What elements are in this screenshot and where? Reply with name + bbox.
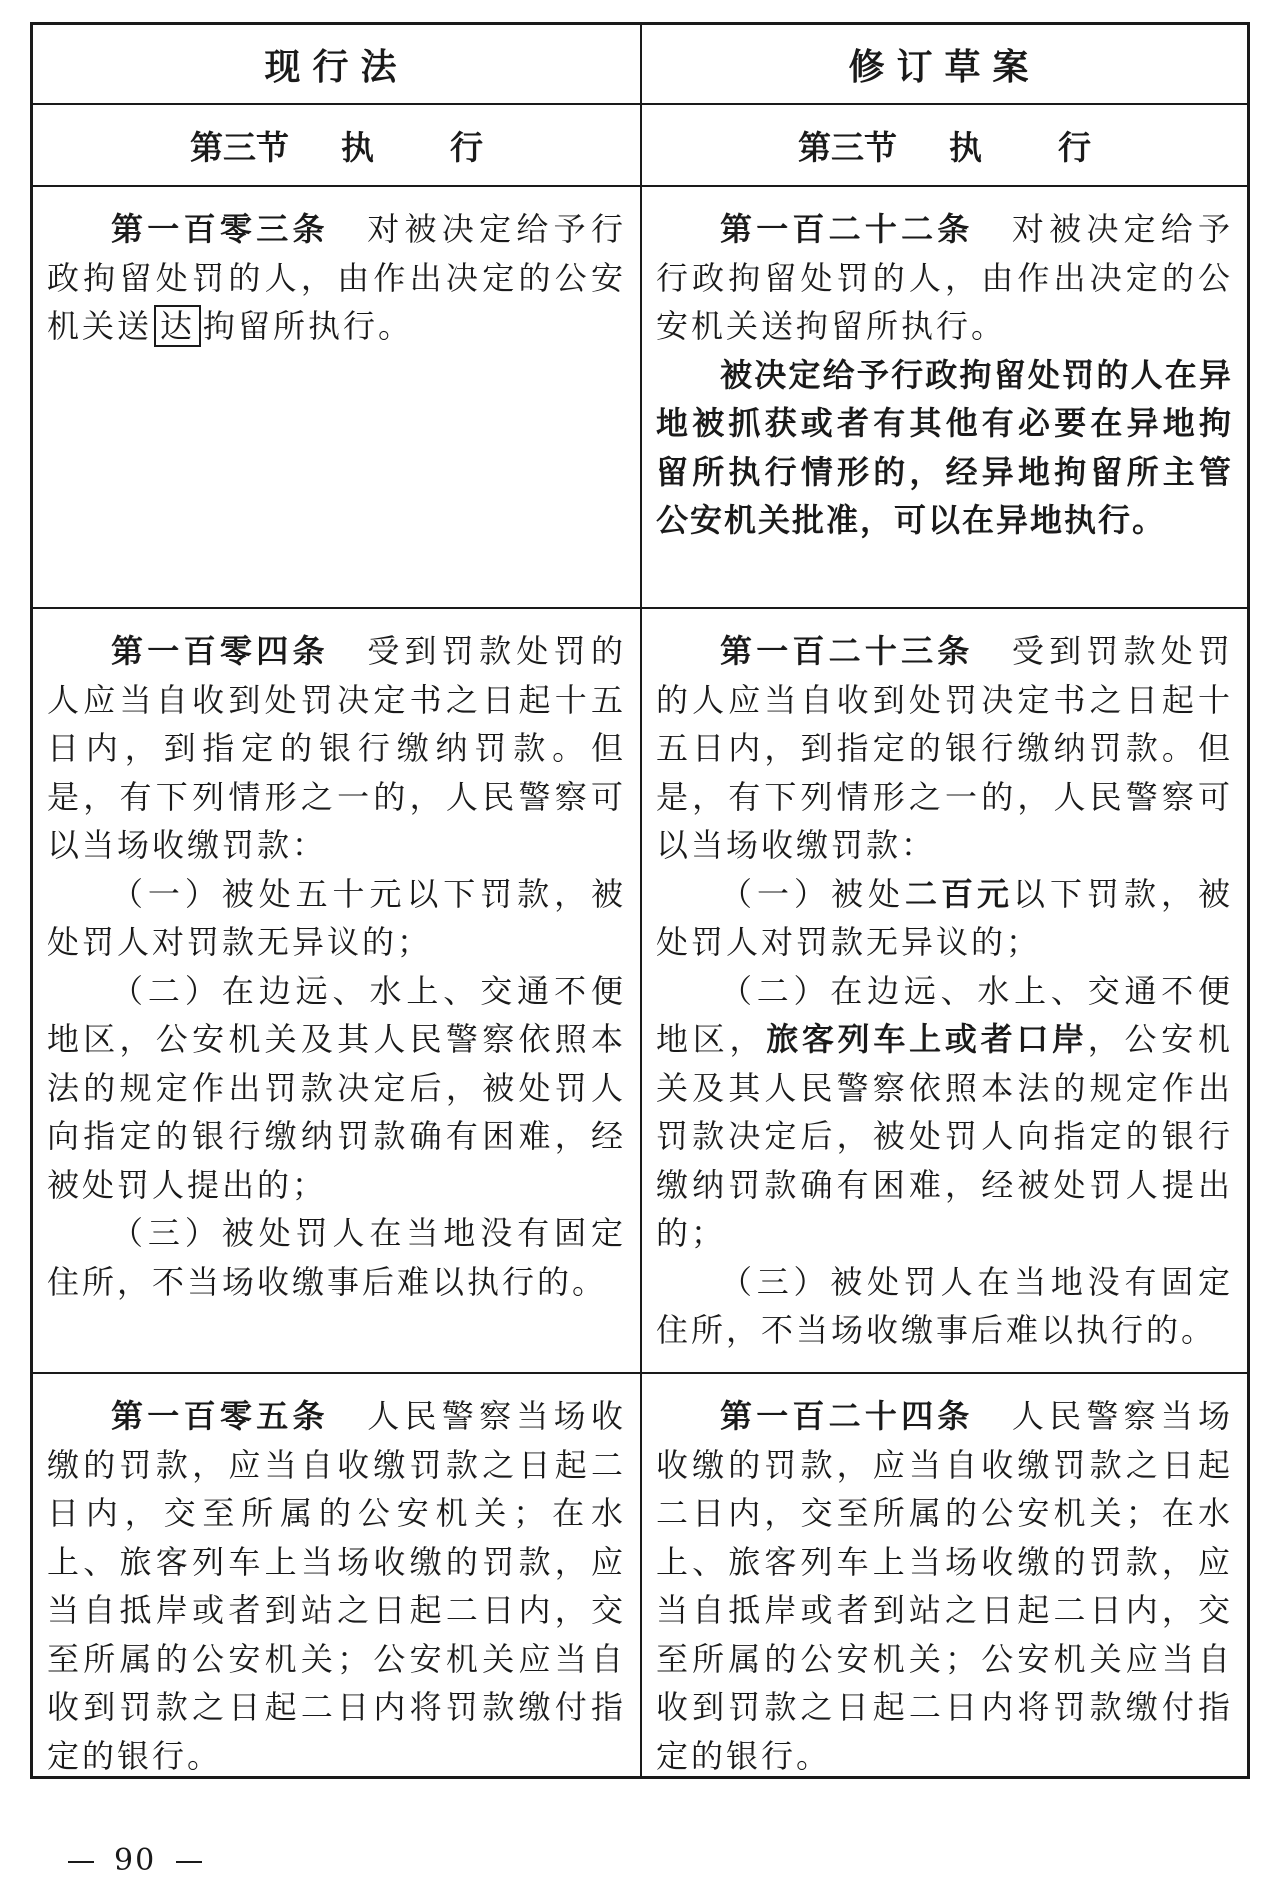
section-word: 执: [341, 127, 374, 167]
section-row: [33, 103, 1247, 185]
amended-text: 二百元: [904, 874, 1013, 913]
header-row: [33, 25, 1247, 103]
comparison-table: [30, 22, 1250, 1779]
article-title: 第一百二十三条: [720, 632, 974, 670]
revision-draft-cell: [640, 187, 1247, 607]
article-row: [33, 607, 1247, 1372]
article-paragraph: 第一百零三条 对被决定给予行政拘留处罚的人，由作出决定的公安机关送 达 拘留所执行。: [47, 210, 626, 345]
section-title-left: [33, 105, 640, 185]
article-title: 第一百零四条: [111, 632, 329, 670]
current-law-cell: [33, 187, 640, 607]
article-paragraph: 第一百零四条 受到罚款处罚的人应当自收到处罚决定书之日起十五日内，到指定的银行缴纳罚款。但是，有下列情形之一的，人民警察可以当场收缴罚款：: [47, 632, 626, 864]
article-paragraph: 第一百零五条 人民警察当场收缴的罚款，应当自收缴罚款之日起二日内，交至所属的公安机关；在水上、旅客列车上当场收缴的罚款，应当自抵岸或者到站之日起二日内，交至所属的公安机关；公安机关应当自收到罚款之日起二日内将罚款缴付指定的银行。: [47, 1397, 626, 1775]
amended-text: 旅客列车上或者口岸: [766, 1020, 1088, 1058]
article-row: [33, 1372, 1247, 1776]
current-law-cell: [33, 1374, 640, 1776]
added-paragraph: 被决定给予行政拘留处罚的人在异地被抓获或者有其他有必要在异地拘留所执行情形的，经异地拘留所主管公安机关批准，可以在异地执行。: [656, 355, 1233, 539]
article-paragraph: 第一百二十二条 对被决定给予行政拘留处罚的人，由作出决定的公安机关送拘留所执行。: [656, 210, 1233, 345]
section-word: 执: [949, 127, 982, 167]
article-item: （三）被处罚人在当地没有固定住所，不当场收缴事后难以执行的。: [656, 1262, 1233, 1349]
article-row: [33, 185, 1247, 607]
footer-dash: [68, 1861, 94, 1863]
boxed-character: 达: [154, 305, 201, 347]
article-title: 第一百二十二条: [720, 210, 974, 248]
current-law-cell: [33, 609, 640, 1372]
article-title: 第一百二十四条: [720, 1397, 974, 1435]
revision-draft-cell: [640, 1374, 1247, 1776]
article-paragraph: 第一百二十四条 人民警察当场收缴的罚款，应当自收缴罚款之日起二日内，交至所属的公安机关；在水上、旅客列车上当场收缴的罚款，应当自抵岸或者到站之日起二日内，交至所属的公安机关；公安机关应当自收到罚款之日起二日内将罚款缴付指定的银行。: [656, 1397, 1233, 1775]
page-footer: [48, 1843, 222, 1878]
revision-draft-cell: [640, 609, 1247, 1372]
page-number: 90: [114, 1843, 157, 1878]
section-title-right: [640, 105, 1247, 185]
header-current-law: 现行法: [264, 46, 409, 88]
section-number: 第三节: [798, 127, 897, 167]
section-number: 第三节: [190, 127, 289, 167]
article-item: （二）在边远、水上、交通不便地区，公安机关及其人民警察依照本法的规定作出罚款决定后，被处罚人向指定的银行缴纳罚款确有困难，经被处罚人提出的；: [47, 971, 626, 1204]
article-title: 第一百零五条: [111, 1397, 329, 1435]
article-paragraph: 第一百二十三条 受到罚款处罚的人应当自收到处罚决定书之日起十五日内，到指定的银行缴纳罚款。但是，有下列情形之一的，人民警察可以当场收缴罚款：: [656, 632, 1233, 864]
footer-dash: [176, 1861, 202, 1863]
article-item: （一）被处二百元以下罚款，被处罚人对罚款无异议的；: [656, 874, 1233, 961]
header-revision-draft: 修订草案: [640, 25, 1247, 103]
section-word: 行: [1058, 127, 1091, 167]
section-word: 行: [450, 127, 483, 167]
article-item: （一）被处五十元以下罚款，被处罚人对罚款无异议的；: [47, 874, 626, 961]
article-title: 第一百零三条: [111, 210, 329, 248]
article-item: （二）在边远、水上、交通不便地区，旅客列车上或者口岸，公安机关及其人民警察依照本法的规定作出罚款决定后，被处罚人向指定的银行缴纳罚款确有困难，经被处罚人提出的；: [656, 971, 1233, 1252]
article-item: （三）被处罚人在当地没有固定住所，不当场收缴事后难以执行的。: [47, 1214, 626, 1301]
